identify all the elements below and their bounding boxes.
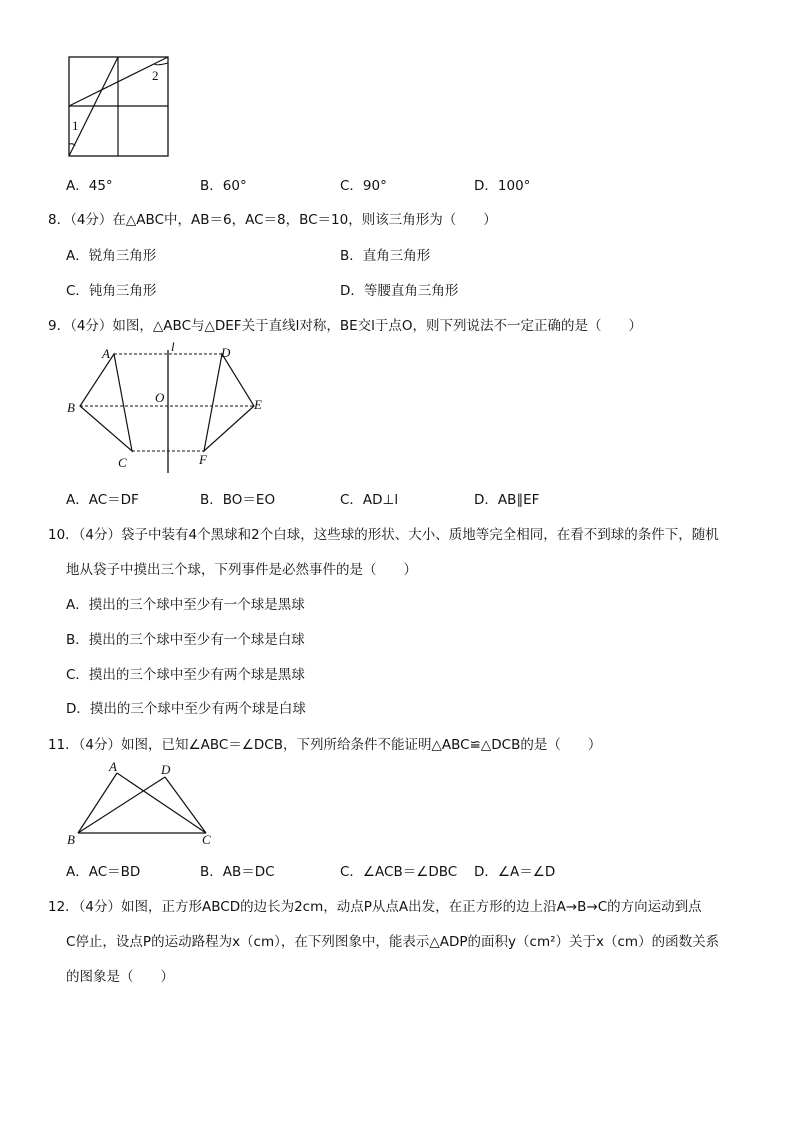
q11-label-B: B xyxy=(67,832,75,847)
q8-option-b[interactable]: B．直角三角形 xyxy=(340,248,431,264)
q11-option-c[interactable]: C．∠ACB＝∠DBC xyxy=(340,864,458,880)
q12-stem-line1: 12．（4分）如图，正方形ABCD的边长为2cm，动点P从点A出发，在正方形的边上沿A→B→C的方向运动到点 xyxy=(48,899,702,915)
q9-label-F: F xyxy=(199,452,207,467)
q10-stem-line2: 地从袋子中摸出三个球，下列事件是必然事件的是（ ） xyxy=(66,562,417,578)
q9-label-D: D xyxy=(221,345,231,360)
q11-option-a[interactable]: A．AC＝BD xyxy=(66,864,141,880)
q8-option-a[interactable]: A．锐角三角形 xyxy=(66,248,157,264)
q10-option-a[interactable]: A．摸出的三个球中至少有一个球是黑球 xyxy=(66,597,305,613)
q10-option-c[interactable]: C．摸出的三个球中至少有两个球是黑球 xyxy=(66,667,305,683)
q10-option-d[interactable]: D．摸出的三个球中至少有两个球是白球 xyxy=(66,701,306,717)
q9-label-E: E xyxy=(254,397,262,412)
q9-label-l: l xyxy=(171,339,175,354)
q7-figure xyxy=(68,56,170,158)
q8-stem: 8．（4分）在△ABC中，AB＝6，AC＝8，BC＝10，则该三角形为（ ） xyxy=(48,212,497,228)
q9-option-b[interactable]: B．BO＝EO xyxy=(200,492,276,508)
q10-stem-line1: 10．（4分）袋子中装有4个黑球和2个白球，这些球的形状、大小、质地等完全相同，在看不到球的条件下，随机 xyxy=(48,527,719,543)
q7-option-c[interactable]: C．90° xyxy=(340,178,387,194)
q9-label-B: B xyxy=(67,400,75,415)
q7-label-1: 1 xyxy=(72,118,79,133)
q7-option-b[interactable]: B．60° xyxy=(200,178,247,194)
q11-option-b[interactable]: B．AB＝DC xyxy=(200,864,275,880)
q9-stem: 9．（4分）如图，△ABC与△DEF关于直线l对称，BE交l于点O，则下列说法不一定正确的是（ ） xyxy=(48,318,642,334)
q11-line-DC xyxy=(165,777,206,833)
q7-option-d[interactable]: D．100° xyxy=(474,178,531,194)
q8-option-c[interactable]: C．钝角三角形 xyxy=(66,283,157,299)
q11-figure xyxy=(64,758,224,850)
q9-label-C: C xyxy=(118,455,127,470)
q9-triangle-ABC xyxy=(80,354,132,451)
q7-option-a[interactable]: A．45° xyxy=(66,178,113,194)
q7-label-2: 2 xyxy=(152,68,159,83)
q11-option-d[interactable]: D．∠A＝∠D xyxy=(474,864,556,880)
q9-label-A: A xyxy=(102,346,110,361)
q10-option-b[interactable]: B．摸出的三个球中至少有一个球是白球 xyxy=(66,632,305,648)
q9-figure xyxy=(64,338,274,478)
q9-option-d[interactable]: D．AB∥EF xyxy=(474,492,540,508)
q11-label-A: A xyxy=(109,759,117,774)
q9-option-c[interactable]: C．AD⊥l xyxy=(340,492,399,508)
q11-label-C: C xyxy=(202,832,211,847)
q11-line-AC xyxy=(117,773,206,833)
q9-label-O: O xyxy=(155,390,165,405)
q11-label-D: D xyxy=(161,762,171,777)
q11-stem: 11．（4分）如图，已知∠ABC＝∠DCB，下列所给条件不能证明△ABC≌△DCB的是（ ） xyxy=(48,737,602,753)
q11-line-DB xyxy=(78,777,165,833)
q11-line-AB xyxy=(78,773,117,833)
q9-option-a[interactable]: A．AC＝DF xyxy=(66,492,139,508)
q9-triangle-DEF xyxy=(204,354,254,451)
q12-stem-line2: C停止，设点P的运动路程为x（cm），在下列图象中，能表示△ADP的面积y（cm²）关于x（cm）的函数关系 xyxy=(66,934,720,950)
q12-stem-line3: 的图象是（ ） xyxy=(66,969,174,985)
q8-option-d[interactable]: D．等腰直角三角形 xyxy=(340,283,459,299)
